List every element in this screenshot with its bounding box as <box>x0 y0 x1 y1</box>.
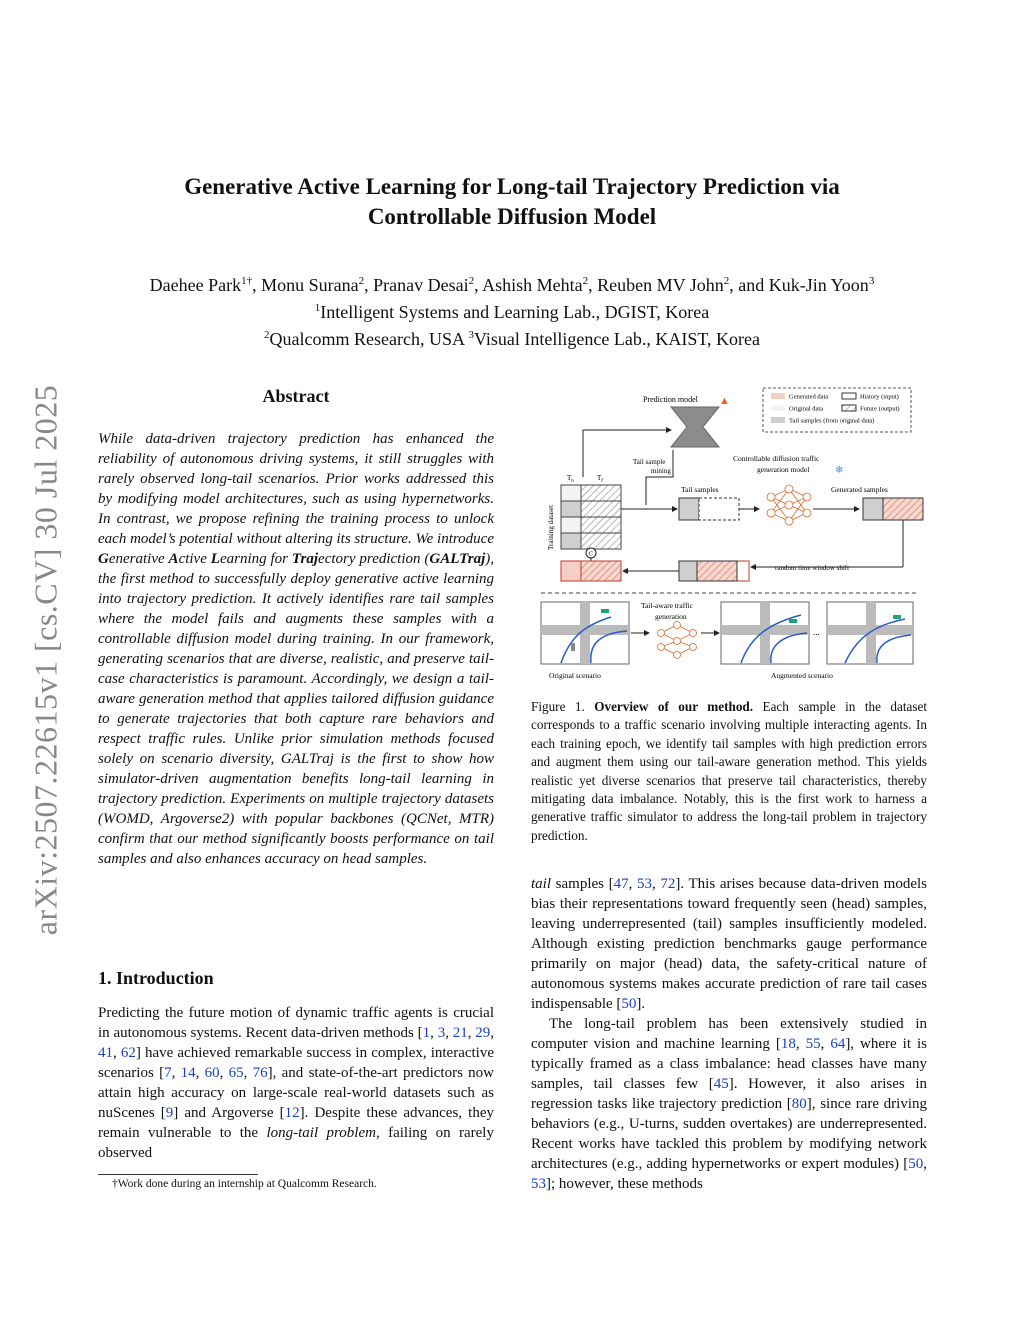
citation-link[interactable]: 12 <box>284 1105 300 1121</box>
original-scenario-map <box>541 602 629 664</box>
generated-history <box>863 498 883 520</box>
concat-label: C <box>588 550 593 558</box>
title-line-1: Generative Active Learning for Long-tail Trajectory Prediction via <box>184 174 840 199</box>
citation-link[interactable]: 53 <box>531 1176 546 1192</box>
citation-link[interactable]: 45 <box>713 1076 729 1092</box>
affiliation-2-3: $^2$Qualcomm Research, USA $^3$Visual Intelligence Lab., KAIST, Korea <box>264 329 760 349</box>
snowflake-icon: ❄ <box>835 465 844 476</box>
generated-future <box>883 498 923 520</box>
paragraph: tail samples [47, 53, 72]. This arises because data-driven models bias their representations toward frequently seen (head) samples, leaving underrepresented (tail) samples insufficiently modeled. Although existing prediction benchmarks gauge performance primarily on major (head) data, the safety-critical nature of autonomous systems makes accurate prediction of rare tail cases indispensable [50]. <box>531 876 927 1012</box>
abstract-text: While data-driven trajectory prediction has enhanced the reliability of autonomous driving systems, it still struggles with rarely observed long-tail scenarios. Prior works addressed this by modifying model architectures, such as using hypernetworks. In contrast, we propose refining the training process to unlock each model’s potential without altering its structure. We introduce Generative Active Learning for Trajectory prediction (GALTraj), the first method to successfully deploy generative active learning into trajectory prediction. It actively identifies rare tail samples where the model fails and augments these samples with a controllable diffusion model during training. In our framework, generating scenarios that are diverse, realistic, and preserve tail-case characteristics is paramount. Accordingly, we design a tail-aware generation method that applies tailored diffusion guidance to generate trajectories that both capture rare behaviors and respect traffic rules. Unlike prior simulation methods focused solely on scenario diversity, GALTraj is the first to show how simulator-driven augmentation benefits long-tail learning in trajectory prediction. Experiments on multiple trajectory datasets (WOMD, Argoverse2) with popular backbones (QCNet, MTR) confirm that our method significantly boosts performance on tail samples and also enhances accuracy on head samples. <box>98 431 495 867</box>
abstract-heading: Abstract <box>262 386 330 406</box>
tail-aware-label-1: Tail-aware traffic <box>641 601 694 610</box>
arxiv-stamp <box>26 370 66 950</box>
citation-link[interactable]: 9 <box>165 1105 174 1121</box>
author-list: Daehee Park$^{1\dagger}$, Monu Surana$^2$, Pranav Desai$^2$, Ashish Mehta$^2$, Reuben MV John$^2$, and Kuk-Jin Yoon$^3$ <box>149 275 875 295</box>
right-column-text <box>531 874 927 1194</box>
citation-link[interactable]: 72 <box>660 876 676 892</box>
introduction-text: Predicting the future motion of dynamic traffic agents is crucial in autonomous systems. Recent data-driven methods [1, 3, 21, 29, 41, 62] have achieved remarkable success in complex, interactive scenarios [7, 14, 60, 65, 76], and state-of-the-art predictors now attain high accuracy on large-scale real-world datasets such as nuScenes [9] and Argoverse [12]. Despite these advances, they remain vulnerable to the long-tail problem, failing on rarely observed <box>98 1005 495 1161</box>
augmented-scenario-map-2 <box>827 602 913 664</box>
tail-aware-network-icon <box>658 622 697 659</box>
augmented-scenario-label: Augmented scenario <box>771 671 833 680</box>
citation-link[interactable]: 64 <box>830 1036 846 1052</box>
random-shift-label: random time window shift <box>775 564 850 572</box>
citation-link[interactable]: 14 <box>180 1065 196 1081</box>
citation-link[interactable]: 80 <box>791 1096 807 1112</box>
tail-sample-history <box>679 498 699 520</box>
legend-history-swatch <box>842 393 856 399</box>
citation-link[interactable]: 21 <box>452 1025 468 1041</box>
tail-sample-mining-2: mining <box>651 467 671 475</box>
title-line-2: Controllable Diffusion Model <box>367 204 657 229</box>
footnote-rule <box>98 1174 258 1175</box>
author-block <box>90 270 934 351</box>
legend-future-swatch <box>842 405 856 411</box>
citation-link[interactable]: 53 <box>637 876 653 892</box>
legend-generated: Generated data <box>789 393 829 401</box>
legend-future: Future (output) <box>860 405 900 413</box>
figure-1-caption: Figure 1. Overview of our method. Each sample in the dataset corresponds to a traffic scenario involving multiple interacting agents. In each training epoch, we identify tail samples with high prediction errors and augment them using our tail-aware generation method. This yields realistic yet diverse scenarios that preserve tail characteristics, thereby mitigating data imbalance. Notably, this is the first work to harness a generative traffic simulator to address the long-tail problem in trajectory prediction. <box>531 699 927 843</box>
figure-1-diagram <box>531 385 927 685</box>
citation-link[interactable]: 60 <box>204 1065 220 1081</box>
legend-tail: Tail samples (from original data) <box>789 417 875 425</box>
section-heading-introduction: 1. Introduction <box>98 968 214 988</box>
tail-aware-label-2: generation <box>655 612 687 621</box>
tail-samples-label: Tail samples <box>681 485 719 494</box>
paper-title <box>100 172 924 232</box>
tail-sample-mining-1: Tail sample <box>633 458 666 466</box>
affiliation-1: $^1$Intelligent Systems and Learning Lab., DGIST, Korea <box>314 302 710 322</box>
controllable-label-1: Controllable diffusion traffic <box>733 454 820 463</box>
citation-link[interactable]: 65 <box>228 1065 244 1081</box>
citation-link[interactable]: 18 <box>780 1036 796 1052</box>
tf-label: $T_f$ <box>597 474 603 484</box>
legend-original-swatch <box>771 405 785 411</box>
diffusion-network-icon <box>767 485 811 525</box>
citation-link[interactable]: 50 <box>908 1156 924 1172</box>
citation-link[interactable]: 62 <box>120 1045 136 1061</box>
th-label: $T_h$ <box>567 474 574 484</box>
citation-link[interactable]: 55 <box>805 1036 821 1052</box>
augmented-scenario-map-1 <box>721 602 809 664</box>
citation-link[interactable]: 3 <box>437 1025 446 1041</box>
training-dataset-label: Training dataset <box>547 504 555 550</box>
shifted-future <box>697 561 737 581</box>
citation-link[interactable]: 76 <box>252 1065 268 1081</box>
fire-icon: ▲ <box>719 395 730 407</box>
arxiv-id: arXiv:2507.22615v1 [cs.CV] 30 Jul 2025 <box>27 384 64 936</box>
prediction-model-icon <box>671 407 719 447</box>
paragraph: The long-tail problem has been extensively studied in computer vision and machine learning [18, 55, 64], where it is typically framed as a class imbalance: head classes have many samples, tail classes few [45]. However, it also arises in regression tasks like trajectory prediction [80], since rare driving behaviors (e.g., U-turns, sudden overtakes) are underrepresented. Recent works have tackled this problem by modifying network architectures (e.g., adding hypernetworks or expert modules) [50, 53]; however, these methods <box>531 1016 927 1192</box>
citation-link[interactable]: 50 <box>621 996 637 1012</box>
training-dataset-grid <box>561 485 621 549</box>
original-scenario-label: Original scenario <box>549 671 601 680</box>
tail-sample-future <box>699 498 739 520</box>
scenario-ellipsis: ... <box>813 627 820 637</box>
generated-samples-label: Generated samples <box>831 485 888 494</box>
controllable-label-2: generation model <box>757 465 810 474</box>
citation-link[interactable]: 41 <box>98 1045 113 1061</box>
citation-link[interactable]: 7 <box>164 1065 172 1081</box>
citation-link[interactable]: 1 <box>422 1025 431 1041</box>
legend-original: Original data <box>789 405 824 413</box>
prediction-model-label: Prediction model <box>643 395 698 404</box>
shifted-history <box>679 561 697 581</box>
legend-generated-swatch <box>771 393 785 399</box>
legend-tail-swatch <box>771 417 785 423</box>
citation-link[interactable]: 47 <box>613 876 629 892</box>
footnote: †Work done during an internship at Qualcomm Research. <box>112 1178 377 1190</box>
citation-link[interactable]: 29 <box>475 1025 491 1041</box>
legend-history: History (input) <box>860 393 899 401</box>
augmented-history <box>561 561 581 581</box>
